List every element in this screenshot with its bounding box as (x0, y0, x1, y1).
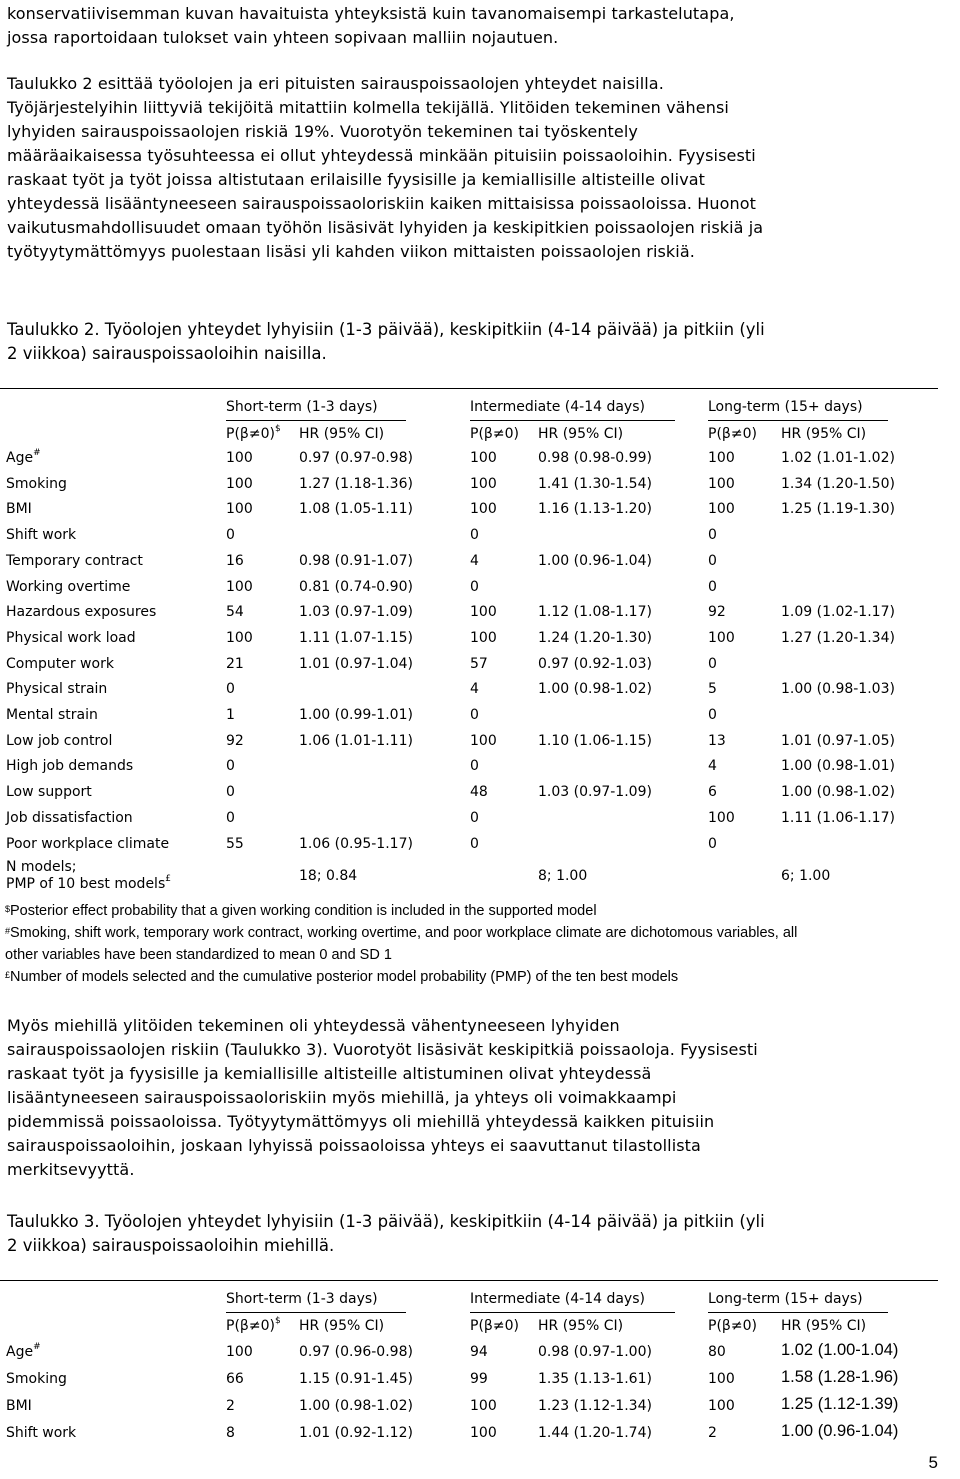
table-cell: 1.00 (0.98-1.02) (299, 1398, 413, 1414)
table-cell: 0 (470, 809, 479, 826)
table-cell: 6; 1.00 (781, 868, 831, 885)
caption-line: 2 viikkoa) sairauspoissaoloihin naisilla. (7, 344, 327, 363)
row-label: Hazardous exposures (6, 604, 157, 621)
row-label: Computer work (6, 655, 114, 672)
table-cell: 80 (708, 1344, 726, 1360)
column-header-probability: P(β≠0) (708, 1318, 757, 1334)
row-label: Age# (6, 1342, 41, 1360)
paragraph-line: Myös miehillä ylitöiden tekeminen oli yhteydessä vähentyneeseen lyhyiden (7, 1016, 620, 1035)
table-cell: 1.23 (1.12-1.34) (538, 1398, 652, 1414)
page-number: 5 (928, 1453, 938, 1472)
table-cell: 0 (708, 707, 717, 723)
table-cell: 100 (226, 1344, 253, 1360)
table-cell: 100 (226, 450, 253, 466)
paragraph-line: Työjärjestelyihin liittyviä tekijöitä mitattiin kolmella tekijällä. Ylitöiden tekeminen vähensi (7, 98, 729, 117)
table-cell: 1.09 (1.02-1.17) (781, 604, 895, 621)
table-cell: 1.03 (0.97-1.09) (538, 784, 652, 801)
table-cell: 92 (226, 732, 244, 749)
footnote-marker: # (33, 1342, 41, 1352)
footnote-text: other variables have been standardized to mean 0 and SD 1 (5, 947, 392, 963)
footnote-marker: $ (274, 424, 281, 434)
table-cell: 1.00 (0.98-1.01) (781, 758, 895, 775)
table-cell: 100 (470, 1425, 497, 1441)
column-header-probability: P(β≠0) (470, 1318, 519, 1334)
row-label: Smoking (6, 475, 67, 492)
group-underline (470, 420, 675, 421)
caption-line: Taulukko 3. Työolojen yhteydet lyhyisiin (1-3 päivää), keskipitkiin (4-14 päivää) ja pitkiin (yli (7, 1212, 765, 1231)
table-cell: 4 (470, 552, 479, 569)
table-cell: 100 (470, 501, 497, 518)
table-cell: 0 (708, 835, 717, 852)
table-cell: 1.02 (1.01-1.02) (781, 450, 895, 466)
caption-line: Taulukko 2. Työolojen yhteydet lyhyisiin (1-3 päivää), keskipitkiin (4-14 päivää) ja pitkiin (yli (7, 320, 765, 339)
table-cell: 1.44 (1.20-1.74) (538, 1425, 652, 1441)
table-cell: 0 (226, 527, 235, 544)
table-cell: 1.00 (0.98-1.02) (781, 784, 895, 801)
intro-line: konservatiivisemman kuvan havaituista yhteyksistä kuin tavanomaisempi tarkastelutapa, (7, 4, 735, 23)
table-cell: 1.06 (1.01-1.11) (299, 732, 413, 749)
table-cell: 8 (226, 1425, 235, 1441)
table-cell: 100 (708, 450, 735, 466)
paragraph-line: lisääntyneeseen sairauspoissaoloriskiin myös miehillä, ja yhteys oli voimakkaampi (7, 1088, 677, 1107)
column-header-hazard-ratio: HR (95% CI) (299, 1318, 385, 1334)
footnote-marker: # (33, 448, 41, 458)
column-header-hazard-ratio: HR (95% CI) (299, 426, 385, 442)
table-cell: 100 (226, 501, 253, 518)
table-footnote (5, 966, 955, 988)
table-cell: 1.06 (0.95-1.17) (299, 835, 413, 852)
table-cell: 6 (708, 784, 717, 801)
table-cell: 1.00 (0.98-1.03) (781, 681, 895, 698)
column-group-header: Intermediate (4-14 days) (470, 399, 645, 415)
paragraph-line: merkitsevyyttä. (7, 1160, 135, 1179)
column-group-header: Intermediate (4-14 days) (470, 1291, 645, 1307)
row-label: PMP of 10 best models£ (6, 874, 171, 893)
paragraph-line: työtyytymättömyys puolestaan lisäsi yli kahden viikon mittaisten poissaolojen riskiä. (7, 242, 695, 261)
table-cell: 1.25 (1.12-1.39) (781, 1395, 899, 1413)
column-header-probability: P(β≠0)$ (226, 1316, 281, 1334)
row-label: Physical work load (6, 629, 136, 646)
table-cell: 1.35 (1.13-1.61) (538, 1371, 652, 1387)
table-cell: 1.10 (1.06-1.15) (538, 732, 652, 749)
table-cell: 0 (708, 578, 717, 595)
paragraph-line: sairauspoissaolojen riskiin (Taulukko 3). Vuorotyöt lisäsivät keskipitkiä poissaoloja. Fyysisesti (7, 1040, 758, 1059)
results-paragraph-women (7, 72, 957, 264)
paragraph-line: lyhyiden sairauspoissaolojen riskiä 19%. Vuorotyön tekeminen tai työskentely (7, 122, 638, 141)
paragraph-line: pidemmissä poissaoloissa. Työtyytymättömyys oli miehillä yhteydessä kaikken pituisiin (7, 1112, 715, 1131)
table-cell: 100 (470, 604, 497, 621)
table-cell: 100 (470, 629, 497, 646)
table-cell: 0.98 (0.97-1.00) (538, 1344, 652, 1360)
table-cell: 8; 1.00 (538, 868, 588, 885)
footnote-text: Number of models selected and the cumulative posterior model probability (PMP) of the ten best models (10, 969, 679, 985)
table-cell: 1.11 (1.07-1.15) (299, 629, 413, 646)
footnote-text: Smoking, shift work, temporary work contract, working overtime, and poor workplace climate are dichotomous variables, all (10, 925, 798, 941)
table-cell: 1.01 (0.97-1.05) (781, 732, 895, 749)
table-footnote (5, 922, 955, 944)
table-cell: 100 (708, 1398, 735, 1414)
paragraph-line: raskaat työt ja fyysisille ja kemiallisille altisteille altistuminen olivat yhteydessä (7, 1064, 652, 1083)
table-cell: 0 (226, 809, 235, 826)
table-cell: 100 (708, 809, 735, 826)
table-cell: 1.34 (1.20-1.50) (781, 475, 895, 492)
row-label: Low job control (6, 732, 113, 749)
table-cell: 100 (226, 475, 253, 492)
row-label: Job dissatisfaction (6, 809, 133, 826)
paragraph-line: määräaikaisessa työsuhteessa ei ollut yhteydessä minkään pituisiin poissaoloihin. Fyysisesti (7, 146, 756, 165)
table-cell: 0 (708, 527, 717, 544)
table2 (0, 396, 940, 896)
row-label: Physical strain (6, 681, 108, 698)
row-label: Low support (6, 784, 92, 801)
footnote-marker: £ (165, 874, 171, 885)
table-cell: 100 (470, 1398, 497, 1414)
table-cell: 1.00 (0.98-1.02) (538, 681, 652, 698)
table3-top-rule (0, 1280, 938, 1281)
table-cell: 1.58 (1.28-1.96) (781, 1368, 899, 1386)
table-cell: 1.16 (1.13-1.20) (538, 501, 652, 518)
table-cell: 1.11 (1.06-1.17) (781, 809, 895, 826)
table-cell: 2 (708, 1425, 717, 1441)
caption-line: 2 viikkoa) sairauspoissaoloihin miehillä. (7, 1236, 335, 1255)
table-cell: 54 (226, 604, 244, 621)
column-header-hazard-ratio: HR (95% CI) (781, 1318, 867, 1334)
footnote-marker: $ (5, 904, 11, 914)
table-cell: 100 (708, 501, 735, 518)
table-cell: 66 (226, 1371, 244, 1387)
group-underline (470, 1312, 675, 1313)
table-cell: 57 (470, 655, 488, 672)
table-cell: 18; 0.84 (299, 868, 358, 885)
table-cell: 13 (708, 732, 726, 749)
column-group-header: Long-term (15+ days) (708, 1291, 863, 1307)
row-label: Temporary contract (6, 552, 143, 569)
row-label: Shift work (6, 527, 77, 544)
table-cell: 100 (470, 475, 497, 492)
row-label: High job demands (6, 758, 134, 775)
row-label: Working overtime (6, 578, 131, 595)
table-cell: 1.25 (1.19-1.30) (781, 501, 895, 518)
column-header-probability: P(β≠0) (708, 426, 757, 442)
group-underline (708, 420, 888, 421)
column-group-header: Long-term (15+ days) (708, 399, 863, 415)
table-cell: 21 (226, 655, 244, 672)
table-cell: 0 (470, 527, 479, 544)
table-cell: 1.27 (1.18-1.36) (299, 475, 413, 492)
table-cell: 1.00 (0.96-1.04) (538, 552, 652, 569)
table-cell: 1.41 (1.30-1.54) (538, 475, 652, 492)
table-cell: 0 (226, 681, 235, 698)
table-cell: 4 (708, 758, 717, 775)
table2-caption (7, 318, 957, 366)
table-cell: 1.24 (1.20-1.30) (538, 629, 652, 646)
group-underline (226, 1312, 406, 1313)
table-cell: 1.03 (0.97-1.09) (299, 604, 413, 621)
table-cell: 100 (708, 1371, 735, 1387)
intro-line: jossa raportoidaan tulokset vain yhteen sopivaan malliin nojautuen. (7, 28, 559, 47)
table-cell: 1 (226, 707, 235, 723)
table-cell: 100 (470, 450, 497, 466)
column-header-hazard-ratio: HR (95% CI) (781, 426, 867, 442)
table-cell: 0.97 (0.96-0.98) (299, 1344, 413, 1360)
table-cell: 100 (470, 732, 497, 749)
table-cell: 1.00 (0.99-1.01) (299, 707, 413, 723)
table-cell: 1.27 (1.20-1.34) (781, 629, 895, 646)
table-cell: 99 (470, 1371, 488, 1387)
table-cell: 0 (470, 758, 479, 775)
table3 (0, 1288, 940, 1468)
row-label: N models; (6, 859, 77, 876)
table3-caption (7, 1210, 957, 1258)
results-paragraph-men (7, 1014, 957, 1182)
footnote-marker: # (5, 926, 11, 936)
table-cell: 0 (470, 707, 479, 723)
table-cell: 92 (708, 604, 726, 621)
row-label: BMI (6, 501, 32, 518)
table-cell: 1.12 (1.08-1.17) (538, 604, 652, 621)
table-cell: 0.81 (0.74-0.90) (299, 578, 413, 595)
paragraph-line: Taulukko 2 esittää työolojen ja eri pituisten sairauspoissaolojen yhteydet naisilla. (7, 74, 664, 93)
paragraph-line: yhteydessä lisääntyneeseen sairauspoissaoloriskiin kaiken mittaisissa poissaoloissa. Huonot (7, 194, 757, 213)
table-cell: 1.01 (0.97-1.04) (299, 655, 413, 672)
table-cell: 0.97 (0.97-0.98) (299, 450, 413, 466)
table-cell: 55 (226, 835, 244, 852)
table-cell: 0 (470, 578, 479, 595)
table-cell: 0.98 (0.98-0.99) (538, 450, 652, 466)
column-group-header: Short-term (1-3 days) (226, 1291, 378, 1307)
table-cell: 5 (708, 681, 717, 698)
table-cell: 0 (708, 552, 717, 569)
table-cell: 100 (226, 629, 253, 646)
row-label: Poor workplace climate (6, 835, 170, 852)
table-cell: 0.98 (0.91-1.07) (299, 552, 413, 569)
table-cell: 4 (470, 681, 479, 698)
table-cell: 2 (226, 1398, 235, 1414)
table-footnote (5, 900, 955, 922)
table-cell: 0 (226, 784, 235, 801)
table-cell: 100 (708, 629, 735, 646)
table-cell: 0 (708, 655, 717, 672)
table-cell: 100 (708, 475, 735, 492)
column-header-probability: P(β≠0) (470, 426, 519, 442)
row-label: BMI (6, 1398, 32, 1414)
paragraph-line: raskaat työt ja työt joissa altistutaan erilaisille fyysisille ja kemiallisille altisteille olivat (7, 170, 706, 189)
column-header-probability: P(β≠0)$ (226, 424, 281, 442)
intro-paragraph (7, 2, 957, 50)
group-underline (226, 420, 406, 421)
row-label: Mental strain (6, 707, 98, 723)
column-group-header: Short-term (1-3 days) (226, 399, 378, 415)
table-cell: 1.00 (0.96-1.04) (781, 1422, 899, 1440)
table-cell: 0 (226, 758, 235, 775)
table-cell: 48 (470, 784, 488, 801)
row-label: Shift work (6, 1425, 77, 1441)
column-header-hazard-ratio: HR (95% CI) (538, 1318, 624, 1334)
table2-notes (5, 900, 955, 988)
table2-top-rule (0, 388, 938, 389)
table-cell: 1.02 (1.00-1.04) (781, 1341, 899, 1359)
row-label: Smoking (6, 1371, 67, 1387)
footnote-marker: $ (274, 1316, 281, 1326)
table-cell: 100 (226, 578, 253, 595)
table-footnote (5, 944, 955, 966)
table-cell: 94 (470, 1344, 488, 1360)
footnote-marker: £ (5, 970, 11, 980)
table-cell: 16 (226, 552, 244, 569)
group-underline (708, 1312, 888, 1313)
table-cell: 0.97 (0.92-1.03) (538, 655, 652, 672)
column-header-hazard-ratio: HR (95% CI) (538, 426, 624, 442)
table-cell: 0 (470, 835, 479, 852)
footnote-text: Posterior effect probability that a given working condition is included in the supported model (10, 903, 597, 919)
table-cell: 1.08 (1.05-1.11) (299, 501, 413, 518)
table-cell: 1.01 (0.92-1.12) (299, 1425, 413, 1441)
paragraph-line: vaikutusmahdollisuudet omaan työhön lisäsivät lyhyiden ja keskipitkien poissaolojen riskiä ja (7, 218, 764, 237)
row-label: Age# (6, 448, 41, 466)
table-cell: 1.15 (0.91-1.45) (299, 1371, 413, 1387)
paragraph-line: sairauspoissaoloihin, joskaan lyhyissä poissaoloissa yhteys ei saavuttanut tilastollista (7, 1136, 701, 1155)
